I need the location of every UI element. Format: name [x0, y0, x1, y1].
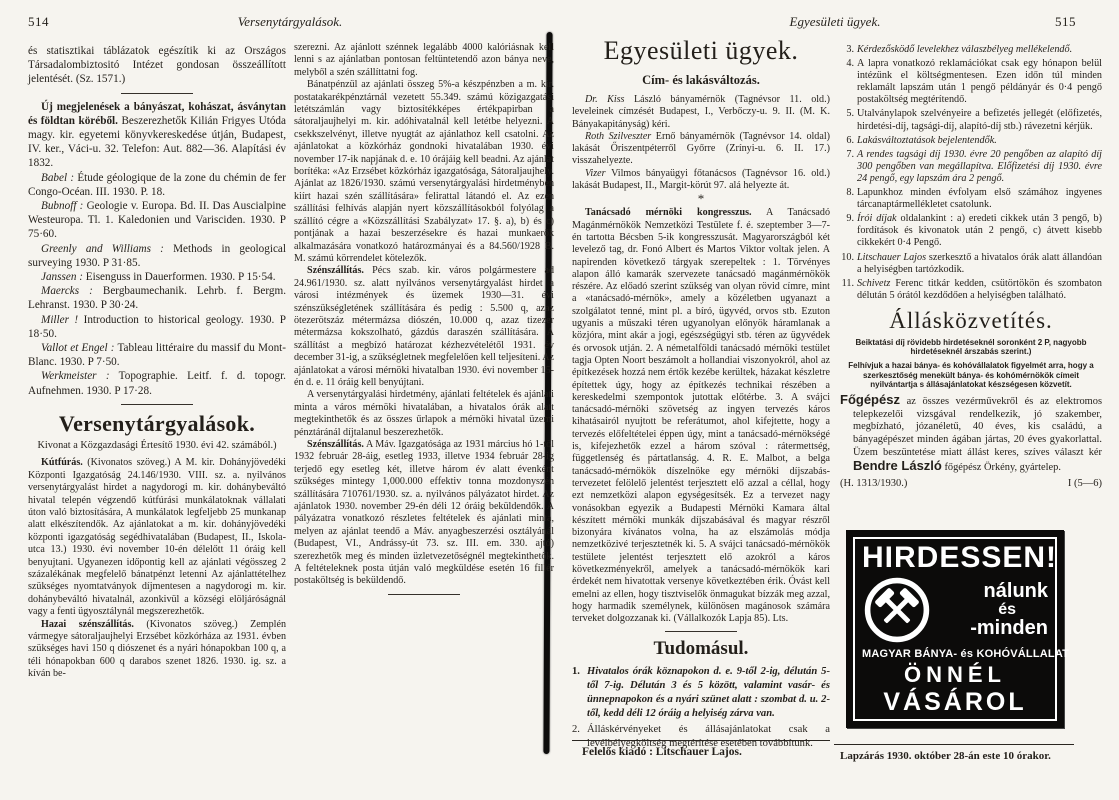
book-entry: [28, 199, 286, 242]
member-entry: [572, 131, 830, 168]
book-entry: [28, 171, 286, 199]
rule-text: Ferenc titkár kedden, csütörtökön és szombaton délután 5 órától kezdődően a helyiségben található.: [857, 277, 1102, 301]
rule-number: 10.: [841, 251, 854, 263]
book-title: Étude géologique de la zone du chémin de fer Congo-Océan. III. 1930. P. 18.: [28, 171, 286, 198]
book-author: Bubnoff :: [41, 200, 84, 213]
paragraph: Bánatpénzül az ajánlati összeg 5%-a készpénzben a m. kir. postatakarékpénztárnál vezetett 55.349. számú közigazgatási letétszámlán vagy biztosítékképes értékpapirban a sátoraljaujhelyi m. kir. adóhivatalnál kell letétbe helyezni. A csekkszelvényt, illetve nyugtát az ajánlathoz kell csatolni. Az ajánlatokat a közkórház gondnoki hivatalában 1930. évi november 17-ik napjának d. e. 10 órájáig kell beadni. Az ajánlat borítéka: «Az Erzsébet közkórház igazgatósága, Sátoraljaujhely. Ajánlat az 1826/1930. számú versenytárgyalási hirdetményben kiírt hazai szén szállítására» felirattal látandó el. Az ezen szállítási felhívás alapján nyert közszállításokból folyólag a szállító cégre a «Közszállítási Szabályzat» 17. §. a), b) és c) pontjának a hazai beszerzésekre és hazai munkaerők alkalmazására vonatkozó határozmányai és a 84.560/1928 B. M. számú körrendelet kötelezők.: [294, 79, 554, 264]
paragraph: [572, 207, 830, 625]
rule-item: [840, 187, 1102, 211]
running-header-right: Egyesületi ügyek.: [789, 14, 881, 29]
paragraph: [28, 100, 286, 171]
section-divider: [388, 594, 460, 595]
rule-item: [840, 108, 1102, 132]
book-title: Tableau littéraire du massif du Mont-Blanc. 1930. P 7·50.: [28, 342, 287, 369]
paragraph: [28, 619, 286, 681]
ad-title: HIRDESSEN!: [862, 541, 1058, 574]
notice-number: 1.: [572, 666, 580, 678]
rule-number: 5.: [846, 108, 854, 120]
subsection-title: Cím- és lakásváltozás.: [642, 73, 760, 87]
section-divider: [121, 93, 193, 94]
advertisement-frame: [853, 537, 1070, 721]
paragraph: szerezni. Az ajánlott szénnek legalább 4000 kalóriásnak kell lenni s az ajánlatban pontosan feltüntetendő azon bánya neve, melyből a szén szállíttatni fog.: [294, 42, 554, 78]
member-text: Ernő bányamérnök (Tagnévsor 14. oldal) lakását Őriszentpéterről Győrre (Zrínyi-u. 6. II. 17.) visszahelyezte.: [572, 130, 830, 167]
job-text: az összes vezérművekről és az elektromos telepkezelői vizsgával rendelkezik, jó szakember, megbízható, józanéletű, 40 éves, kis családú, a bányagépészet minden ágában jártas, 20 éves gyakorlattal. Üzem beszüntetése miatt állást keres, szíves választ kér: [853, 395, 1102, 459]
advertisement: [846, 530, 1070, 728]
page-title: Egyesületi ügyek.: [603, 36, 799, 65]
job-reference-row: [840, 478, 1102, 489]
column-515-right: [840, 44, 1102, 489]
paragraph-lead: Hazai szénszállítás.: [41, 618, 134, 630]
rule-text: oldalankint : a) eredeti cikkek után 3 pengő, b) fordítások és kivonatok után 2 pengő, c) átvett kisebb cikkekért 0·4 Pengő.: [857, 213, 1102, 249]
running-header-left: Versenytárgyalások.: [237, 14, 343, 29]
book-author: Janssen :: [41, 271, 83, 284]
fine-print: Felhívjuk a hazai bánya- és kohóvállalatok figyelmét arra, hogy a szerkesztőség menekült bánya- és kohómérnökök címeit nyilvántartja s állásajánlatokat készségesen közvetít.: [848, 361, 1094, 390]
notice-number: 2.: [572, 724, 580, 736]
section-title: Állásközvetítés.: [889, 307, 1053, 333]
paragraph: [294, 265, 554, 389]
rule-number: 7.: [846, 148, 854, 160]
rule-text: A rendes tagsági díj 1930. évre 20 pengőben az alapító díj 300 pengőben van megállapítva. Előfizetési díj 1930. évre 24 pengő, egy lapszám ára 2 pengő.: [857, 148, 1102, 184]
rule-number: 6.: [846, 134, 854, 146]
footer-divider: [834, 744, 1074, 745]
job-text: főgépész Örkény, gyártelep.: [941, 461, 1061, 473]
rule-text: Lapunkhoz minden évfolyam első számához ingyenes tárcanaptármellékletet csatolunk.: [857, 187, 1102, 211]
job-reference-left: (H. 1313/1930.): [840, 477, 908, 489]
paragraph-text: A Tanácsadó Magánmérnökök Nemzetközi Testülete f. é. szeptember 3—7-én tartotta Bécsben 5-ik kongresszusát. Magyarországból két levelező tag, dr. Fonó Albert és Martos Viktor voltak jelen. A napirenden következő tárgyak szerepeltek : 1. Törvényes alapon álló kamarák szervezete tanácsadó magánmérnökök részére. Az előadó szerint szükség van olyan rövid címre, mint a «tanácsadó-mérnök», amely a közéletben ugyanazt a szolgálatot tenné, mint pl. a bíró, ügyvéd, orvos stb. Ezuton ugyanis a műszaki téren ugyanolyan előnyök háramlanak a közjóra, mint akár a jogi, egészségügyi stb. téren az ügyvédek és orvosok utján. 2. A németalföldi tanácsadó mérnöki testület tagja Opten Noort beszámolt a hollandiai viszonyokról, ahol az építkezések hozzá nem értők kezébe kerültek, házakat készletre építettek úgy, hogy az építkezés technikai részében a kereskedelmi szempontok jutottak előtérbe. 3. A svájci tanácsadó-mérnöki szövetség az ingyen tervezés káros kihatásairól nyujtott be referátumot, ahol kifejtette, hogy a tervezés előfeltételei éppen úgy, mint a tanácsadó-mérnökségé is, kifejezhetők ezzel a három szóval : rátermettség, függetlenség és pártatlanság. 4. R. E. Malbot, a belga tanácsadó-mérnökök díszelnöke egy mérnöki díjszabás-tervezetet felölelő jelentést terjesztett elő azzal a céllal, hogy ezt nemzetközi alapon egységesítsék. Ez a tervezet nagy vonásokban egyezik a Budapesti Mérnöki Kamara által készített mérnöki munkák díjszabásával és magyar részről bizonyára kívánatos volna, ha az elszámolás módja nemzetközivé terjesztetnék ki. 5. A svájci tanácsadó-mérnökök testülete jelentést terjesztett elő azokról a káros következményekről, amelyek a tanácsadó-mérnökök kari érdekét nem hivatottak versenye következtében érik. Óvást kell emelni az ellen, hogy tisztviselők önmagukat bízzák meg azzal, hogy harmadik személynek, különösen magánosok számára terveket dolgozzanak ki. (Vállalkozók Lapja 85). Lts.: [572, 207, 830, 625]
book-entry: [28, 369, 286, 397]
fine-print: Beiktatási díj rövidebb hirdetéseknél soronként 2 P, nagyobb hirdetéseknél árszabás szerint.): [855, 337, 1087, 357]
ad-middle-row: [862, 575, 1048, 645]
paragraph: A versenytárgyalási hirdetmény, ajánlati feltételek és ajánlati minta a város mérnöki hivatalában, a hivatalos órák alatt megtekinthetők és az összes űrlapok a mérnöki hivatal üzemi pénztáránál díjtalanul beszerezhetők.: [294, 389, 554, 438]
ad-slogan-stack: [932, 581, 1048, 638]
paragraph: és statisztikai táblázatok egészítik ki az Országos Társadalombiztositó Intézet gondosan összeállított jelentését. (Sz. 1571.): [28, 45, 286, 86]
ad-slogan-line: és: [998, 600, 1016, 618]
crossed-hammers-icon: [862, 575, 932, 645]
book-entry: [28, 270, 286, 284]
book-title: Eisenguss in Dauerformen. 1930. P 15·54.: [82, 271, 276, 284]
section-divider: [121, 404, 193, 405]
ad-slogan-line: nálunk: [983, 580, 1048, 603]
book-author: Miller !: [41, 313, 79, 326]
book-author: Maercks :: [41, 285, 93, 298]
section-title: Tudomásul.: [653, 638, 749, 660]
member-entry: [572, 94, 830, 131]
job-advert: [840, 391, 1102, 475]
book-title: Introduction to historical geology. 1930. P 18·50.: [28, 313, 286, 340]
rule-lead: Írói díjak: [857, 213, 897, 225]
rule-item: [840, 213, 1102, 249]
book-author: Babel :: [41, 171, 75, 184]
paragraph-text: Beszerezhetők Kilián Frigyes Utóda magy. kir. egyetemi könyvkereskedése útján, Budapest, IV. ker., Váci-u. 32. Telefon: Aut. 882—36. Alapítási év 1832.: [28, 114, 286, 170]
book-title: Bergbaumechanik. Lehrb. f. Bergm. Lehranst. 1930. P 30·24.: [28, 285, 287, 312]
paragraph-lead: Tanácsadó mérnöki kongresszus.: [585, 207, 752, 219]
book-entry: [28, 284, 286, 312]
rule-number: 9.: [846, 213, 854, 225]
section-divider: [665, 631, 737, 632]
rule-lead: Litschauer Lajos: [857, 251, 927, 263]
ad-slogan-line: ÖNNÉL: [904, 662, 1006, 687]
page-number-left: 514: [28, 14, 49, 29]
rule-text: szerkesztő a hivatalos órák alatt állandóan a helyiségben tartózkodik.: [857, 251, 1102, 275]
rule-number: 3.: [846, 44, 854, 55]
notice-text: Hivatalos órák köznapokon d. e. 9-től 2-ig, délután 5-től 7-ig. Délután 3 és 5 között, valamint vasár- és ünnepnapokon és a nyári szünet alatt : szombat d. u. 2-től, kedd déli 12 óráig a helyiség zárva van.: [587, 666, 830, 720]
asterisk-separator: *: [697, 191, 705, 207]
paragraph-lead: Szénszállítás.: [307, 439, 364, 450]
rule-item: [840, 44, 1102, 56]
job-reference-right: I (5—6): [1067, 477, 1102, 489]
rule-number: 11.: [841, 277, 854, 289]
rule-text: Kérdezősködő levelekhez válaszbélyeg mellékelendő.: [857, 44, 1073, 55]
rule-item: [840, 278, 1102, 302]
paragraph: [28, 457, 286, 618]
member-text: Vilmos bányaügyi főtanácsos (Tagnévsor 16. old.) lakását Budapest, II., Margit-körút 97. alá helyezte át.: [572, 167, 830, 192]
book-entry: [28, 242, 286, 270]
member-name: Vizer: [585, 167, 606, 179]
paragraph-lead: Kútfúrás.: [41, 457, 83, 469]
paragraph-text: A Máv. Igazgatósága az 1931 március hó 1-től 1932 február 28-áig, esetleg 1933, illetve 1934 február 28-ig terjedő egy esetleg két, illetve három év alatt évenként szükséges mintegy 1,000.000 effektiv tonna mozdonyszén szállítására 710761/1930. sz. a. nyilvános pályázatot hirdet. Az ajánlatok 1930. november 29-én déli 12 óráig beküldendők. A pályázatra vonatkozó részletes feltételek és ajánlati minta, melyen az ajánlat teendő a Máv. anyagbeszerzési osztályánál (Budapest, VI., Andrássy-út 73. sz. III. em. 330. ajtó) szerezhetők meg és minden üzletvezetőségnél megtekinthetők. A feltételeknek posta útján való megküldése esetén 16 fillér postaköltség is beküldendő.: [294, 439, 554, 587]
ad-slogan-line: VÁSÁROL: [883, 688, 1027, 716]
notice-text: Álláskérvényeket és állásajánlatokat csak a levélbélyegköltség megtérítése esetében továbbítunk.: [587, 724, 830, 750]
rule-text: Lakásváltoztatások bejelentendők.: [857, 134, 997, 146]
job-title-lead: Főgépész: [840, 391, 900, 407]
rule-lead: Schivetz: [857, 277, 891, 289]
rule-text: A lapra vonatkozó reklamációkat csak egy hónapon belül intézünk el költségmentesen. Ezen időn túl minden reklamált lapszám után 1 pengő példányár és 0·4 pengő postaköltség megtérítendő.: [857, 58, 1102, 106]
paragraph-lead: Új megjelenések a bányászat, kohászat, ásványtan és földtan köréből.: [28, 100, 286, 127]
rule-number: 8.: [846, 187, 854, 199]
paragraph-text: (Kivonatos szöveg.) A M. kir. Dohányjövedéki Központi Igazgatóság 24.146/1930. VIII. sz. a. nyilvános versenytárgyalást hirdet a nagydorogi m. kir. dohánybeváltó hivatal telepén végzendő kútfúrási munkálatoknak vállalati úton való biztosítására, A munkálatok legfeljebb 25 munkanap alatt elkészítendők. Az ajánlatokat a m. kir. dohányjövedéki központi igazgatóság segédhivatalában (Budapest, II., Iskola-utca 13.) 1930. évi november 10-én délelőtt 11 óráig kell benyujtani. Ugyanezen időpontig kell az ajánlati végösszeg 2 százalékának megfelelő bánatpénzt letenni Az ajánlattételhez szükséges nyomtatványok díjmentesen a nagydorogi m. kir. dohánybeváltó hivatalnál, azonkivül a községi elöljáróságnál vagy a fenti ügyosztálynál megszerezhetők.: [28, 457, 286, 618]
book-entry: [28, 313, 286, 341]
ad-slogan-line: -minden: [970, 617, 1048, 640]
deadline-footer: Lapzárás 1930. október 28-án este 10 órakor.: [840, 750, 1051, 762]
rule-number: 4.: [846, 58, 854, 70]
rule-item: [840, 252, 1102, 276]
job-contact-name: Bendre László: [853, 457, 942, 473]
book-author: Greenly and Williams :: [41, 242, 164, 255]
column-515-left: [572, 36, 830, 753]
ad-company-line: MAGYAR BÁNYA- és KOHÓVÁLLALAT: [862, 648, 1070, 660]
rule-item: [840, 135, 1102, 147]
rule-item: [840, 149, 1102, 185]
book-title: Topographie. Leitf. f. d. topogr. Aufnehmen. 1930. P 17·28.: [28, 370, 286, 397]
member-entry: [572, 168, 830, 193]
book-entry: [28, 341, 286, 369]
member-name: Roth Szilveszter: [585, 130, 652, 142]
member-text: László bányamérnök (Tagnévsor 11. old.) leveleinek címzését Budapest, I., Verbőczy-u. 9. II. (M. K. Bányakapitányság) kéri.: [572, 94, 830, 130]
column-514-right: [294, 42, 554, 601]
paragraph: [294, 439, 554, 588]
member-name: Dr. Kiss: [585, 94, 625, 105]
page-number-right: 515: [1055, 14, 1076, 29]
section-title: Versenytárgyalások.: [58, 410, 256, 436]
column-514-left: [28, 44, 286, 681]
paragraph-text: (Kivonatos szöveg.) Zemplén vármegye sátoraljaujhelyi Erzsébet közkórháza az 1931. évben szükséges havi 150 q diószenet és a nyári hónapokban 100 q, a téli hónapokban 600 q darabos szenet 1826. 1930. ig. sz. a kíván be-: [28, 618, 286, 680]
section-subtitle: Kivonat a Közgazdasági Értesítő 1930. évi 42. számából.): [37, 439, 277, 451]
paragraph-text: Pécs szab. kir. város polgármestere ad 24.961/1930. sz. alatt nyilvános versenytárgyalást hirdet a városi intézmények és üzemek 1930—31. évi szénszükségletének szállítására és pedig : 5.500 q, azaz ötezerötszáz métermázsa diószén, 10.000 q, azaz tizezer métermázsa kokszolható, gázdús daraszén szállítására. A szállítást a megbízó határozat kézhezvételétől 1931. év december 31-ig, a szükségletnek megfelelően kell teljesíteni. Az ajánlatokat a városi mérnöki hivatalban 1930. évi november 15-én d. e. 11 óráig kell benyújtani.: [294, 265, 554, 388]
book-author: Vallot et Engel :: [41, 342, 115, 355]
book-author: Werkmeister :: [41, 370, 110, 383]
book-title: Methods in geological surveying 1930. P 31·85.: [28, 242, 286, 269]
publisher-footer: Felelős kiadó : Litschauer Lajos.: [572, 740, 830, 758]
notice-item: [572, 665, 830, 721]
paragraph-lead: Szénszállítás.: [307, 265, 364, 277]
book-title: Geologie v. Europa. Bd. II. Das Auscialpine Westeuropa. Tl. 1. Kaledonien und Varisciden. 1930. P 75·60.: [28, 200, 286, 241]
rule-text: Utalványlapok szelvényeire a befizetés jellegét (előfizetés, hirdetési-díj, tagsági-díj, alapító-díj stb.) rávezetni kérjük.: [857, 108, 1102, 132]
rule-item: [840, 58, 1102, 106]
